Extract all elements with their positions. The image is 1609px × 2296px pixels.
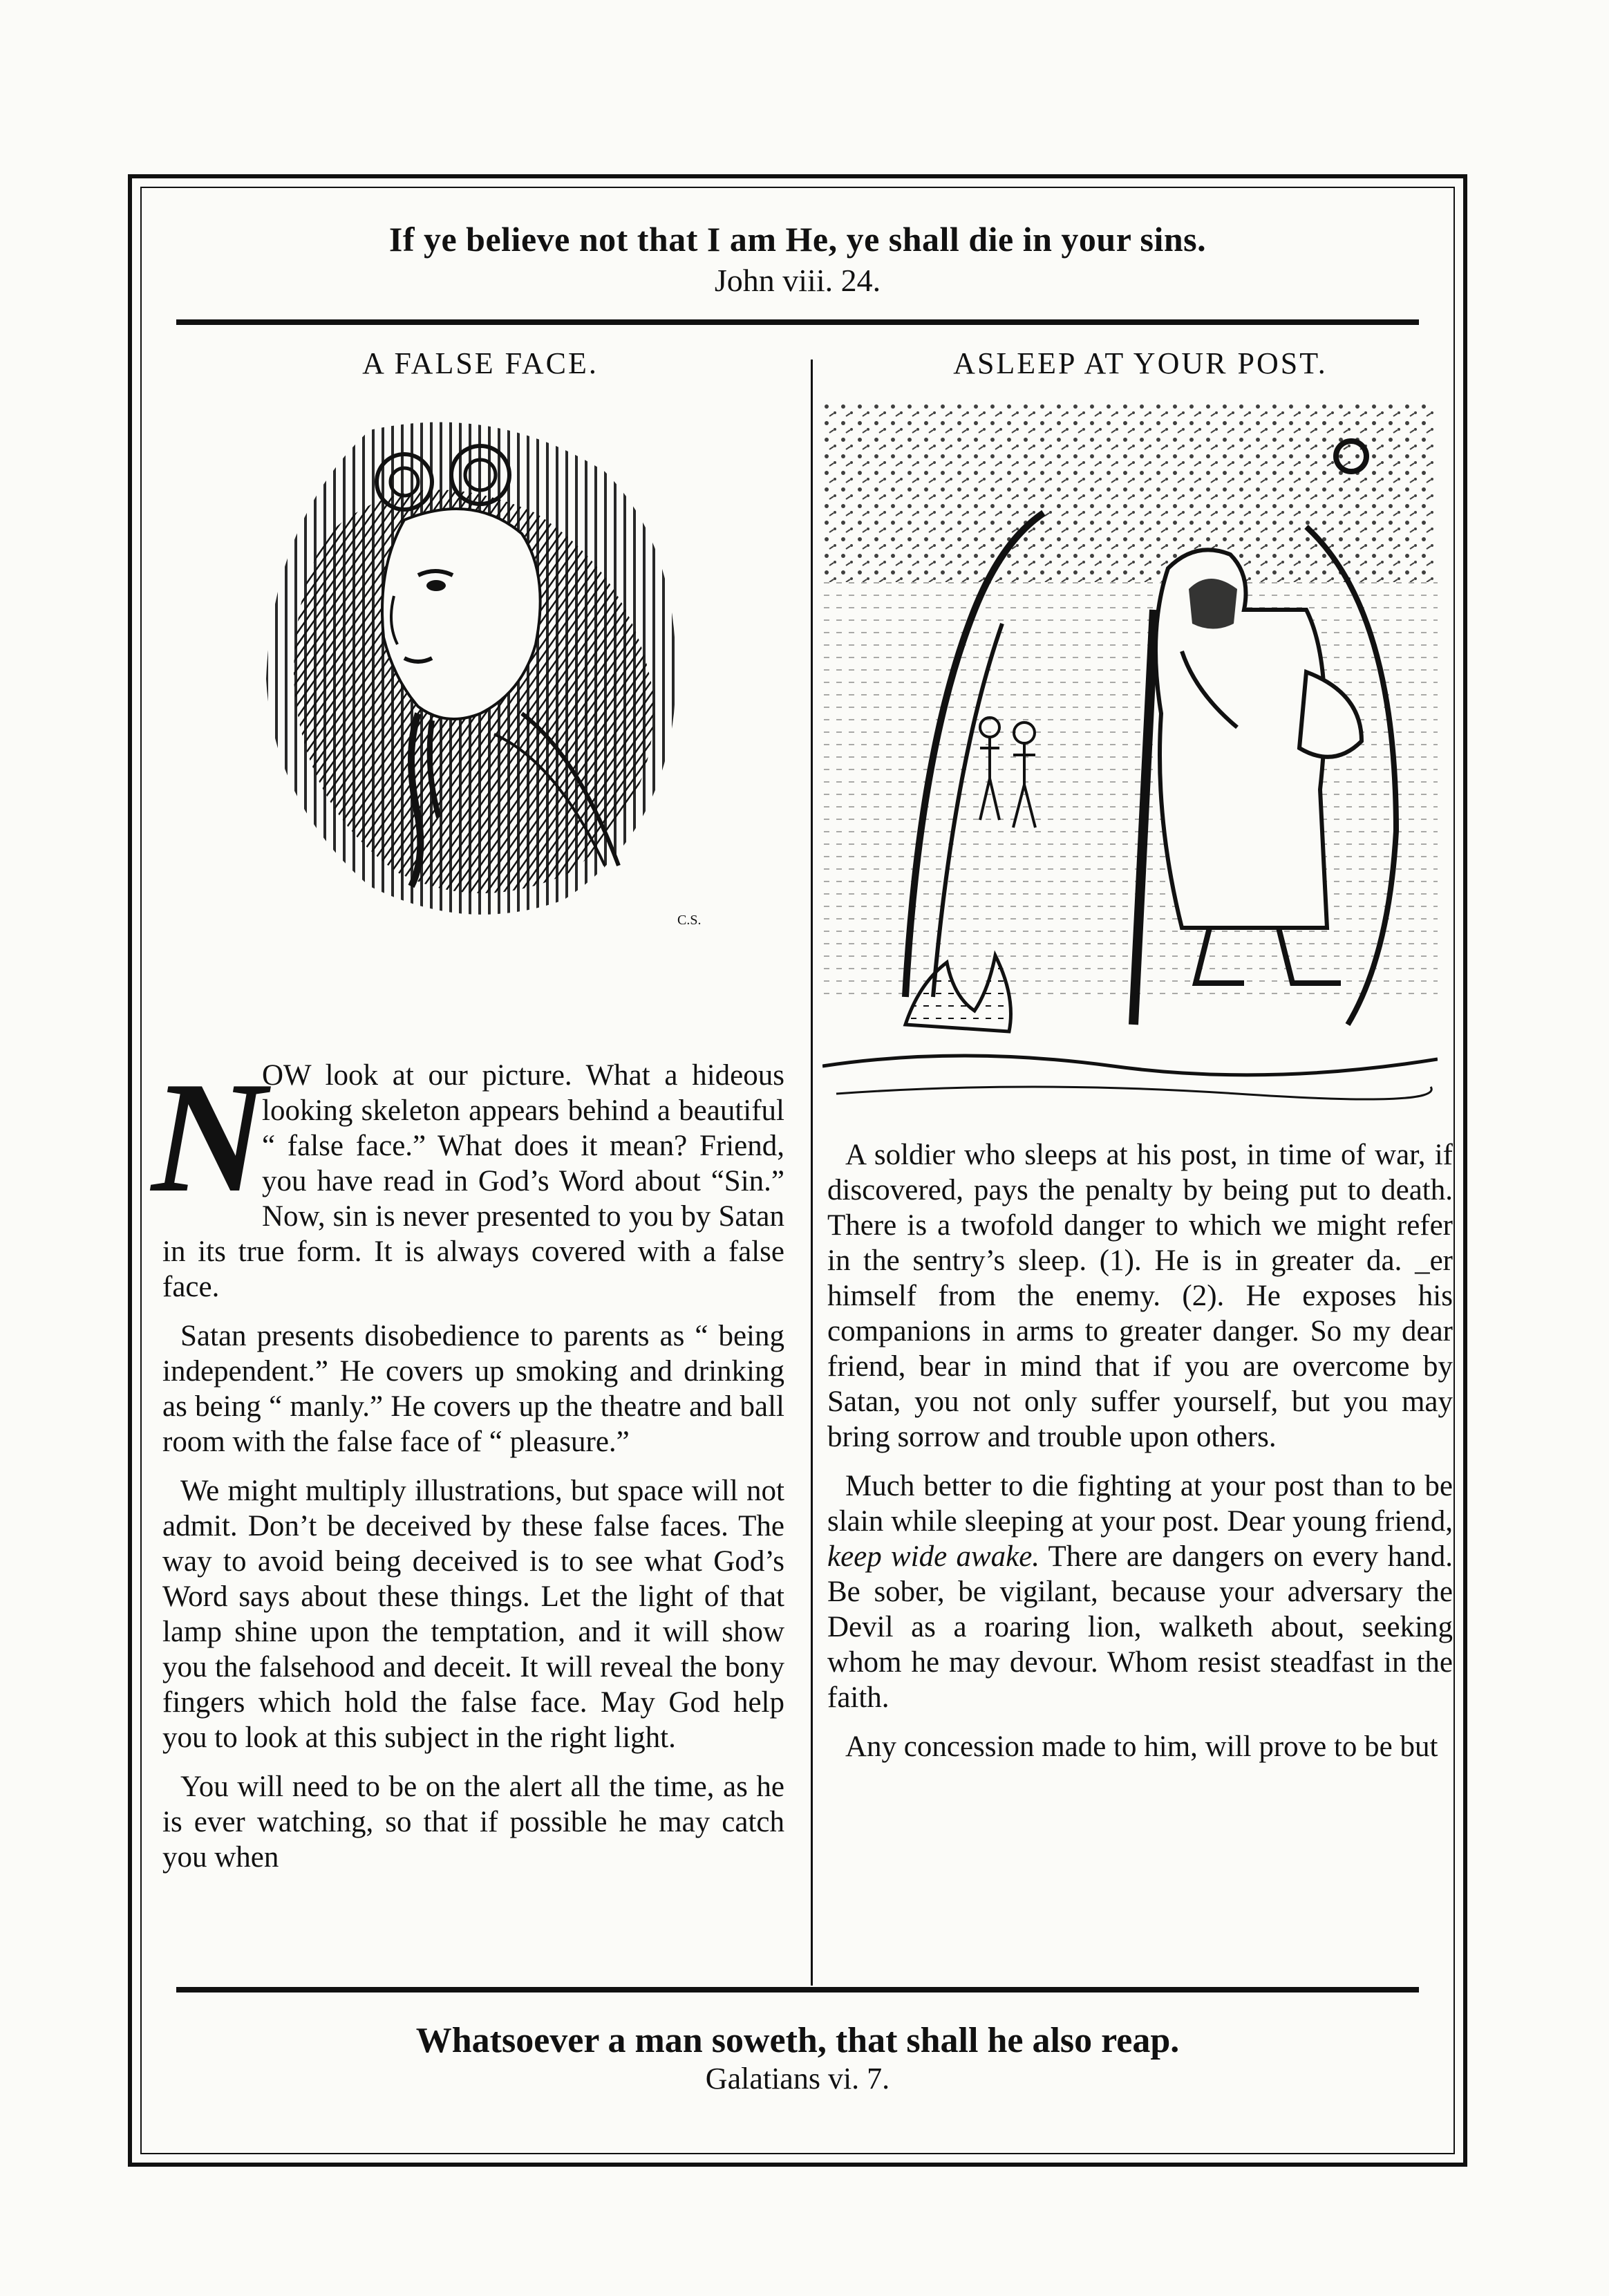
left-paragraph-4: You will need to be on the alert all the time, as he is ever watching, so that if possible he may catch you when: [162, 1771, 784, 1874]
footer-rule: [176, 1987, 1419, 1992]
right-paragraph-2-italic: keep wide awake.: [827, 1540, 1040, 1573]
header-verse: If ye believe not that I am He, ye shall die in your sins.: [388, 220, 1207, 259]
false-face-illustration: [245, 416, 729, 928]
right-title: ASLEEP AT YOUR POST.: [953, 346, 1328, 380]
column-divider: [811, 360, 813, 1986]
right-paragraph-2: [827, 1468, 1453, 1715]
header-verse-block: [142, 219, 1453, 299]
inner-border: [140, 187, 1455, 2154]
artist-mark: C.S.: [677, 913, 702, 928]
right-paragraph-2-rest: There are dangers on every hand. Be sober, be vigilant, because your adversary the Devil as a roaring lion, walketh about, seeking whom he may devour. Whom resist steadfast in the faith.: [827, 1540, 1453, 1714]
page-border: [128, 174, 1467, 2167]
left-paragraph-1: [151, 1049, 784, 1305]
right-paragraph-2-text: Much better to die fighting at your post than to be slain while sleeping at your post. Dear young friend,: [827, 1470, 1453, 1538]
header-rule: [176, 319, 1419, 325]
right-paragraph-3: Any concession made to him, will prove to be but: [845, 1730, 1438, 1763]
right-paragraph-1: A soldier who sleeps at his post, in time of war, if discovered, pays the penalty by being put to death. There is a twofold danger to which we might refer in the sentry’s sleep. (1). He is in greater da. _er himself from the enemy. (2). He exposes his companions in arms to greater danger. So my dear friend, bear in mind that if you are overcome by Satan, you not only suffer yourself, but you may bring sorrow and trouble upon others.: [827, 1139, 1453, 1453]
left-title: A FALSE FACE.: [362, 346, 599, 380]
left-body: [151, 1049, 784, 1875]
asleep-at-post-illustration: [822, 402, 1438, 1108]
left-paragraph-1-text: OW look at our picture. What a hideous looking skeleton appears behind a beautiful “ false face.” What does it mean? Friend, you have read in God’s Word about “Sin.” Now, sin is never presented to you by Satan in its true form. It is always covered with a false face.: [162, 1059, 784, 1303]
left-paragraph-3: We might multiply illustrations, but space will not admit. Don’t be deceived by these false faces. The way to avoid being deceived is to see what God’s Word says about these things. Let the light of that lamp shine upon the temptation, and it will show you the falsehood and deceit. It will reveal the bony fingers which hold the false face. May God help you to look at this subject in the right light.: [162, 1475, 784, 1754]
header-reference: John viii. 24.: [714, 263, 881, 298]
ornamental-dropcap: N: [151, 1049, 267, 1225]
footer-reference: Galatians vi. 7.: [705, 2062, 890, 2096]
footer-verse: Whatsoever a man soweth, that shall he also reap.: [415, 2021, 1180, 2060]
left-paragraph-2: Satan presents disobedience to parents as “ being independent.” He covers up smoking and drinking as being “ manly.” He covers up the theatre and ball room with the false face of “ pleasure.”: [162, 1320, 784, 1458]
right-body: [827, 1137, 1453, 1764]
footer-verse-block: [142, 2020, 1453, 2096]
